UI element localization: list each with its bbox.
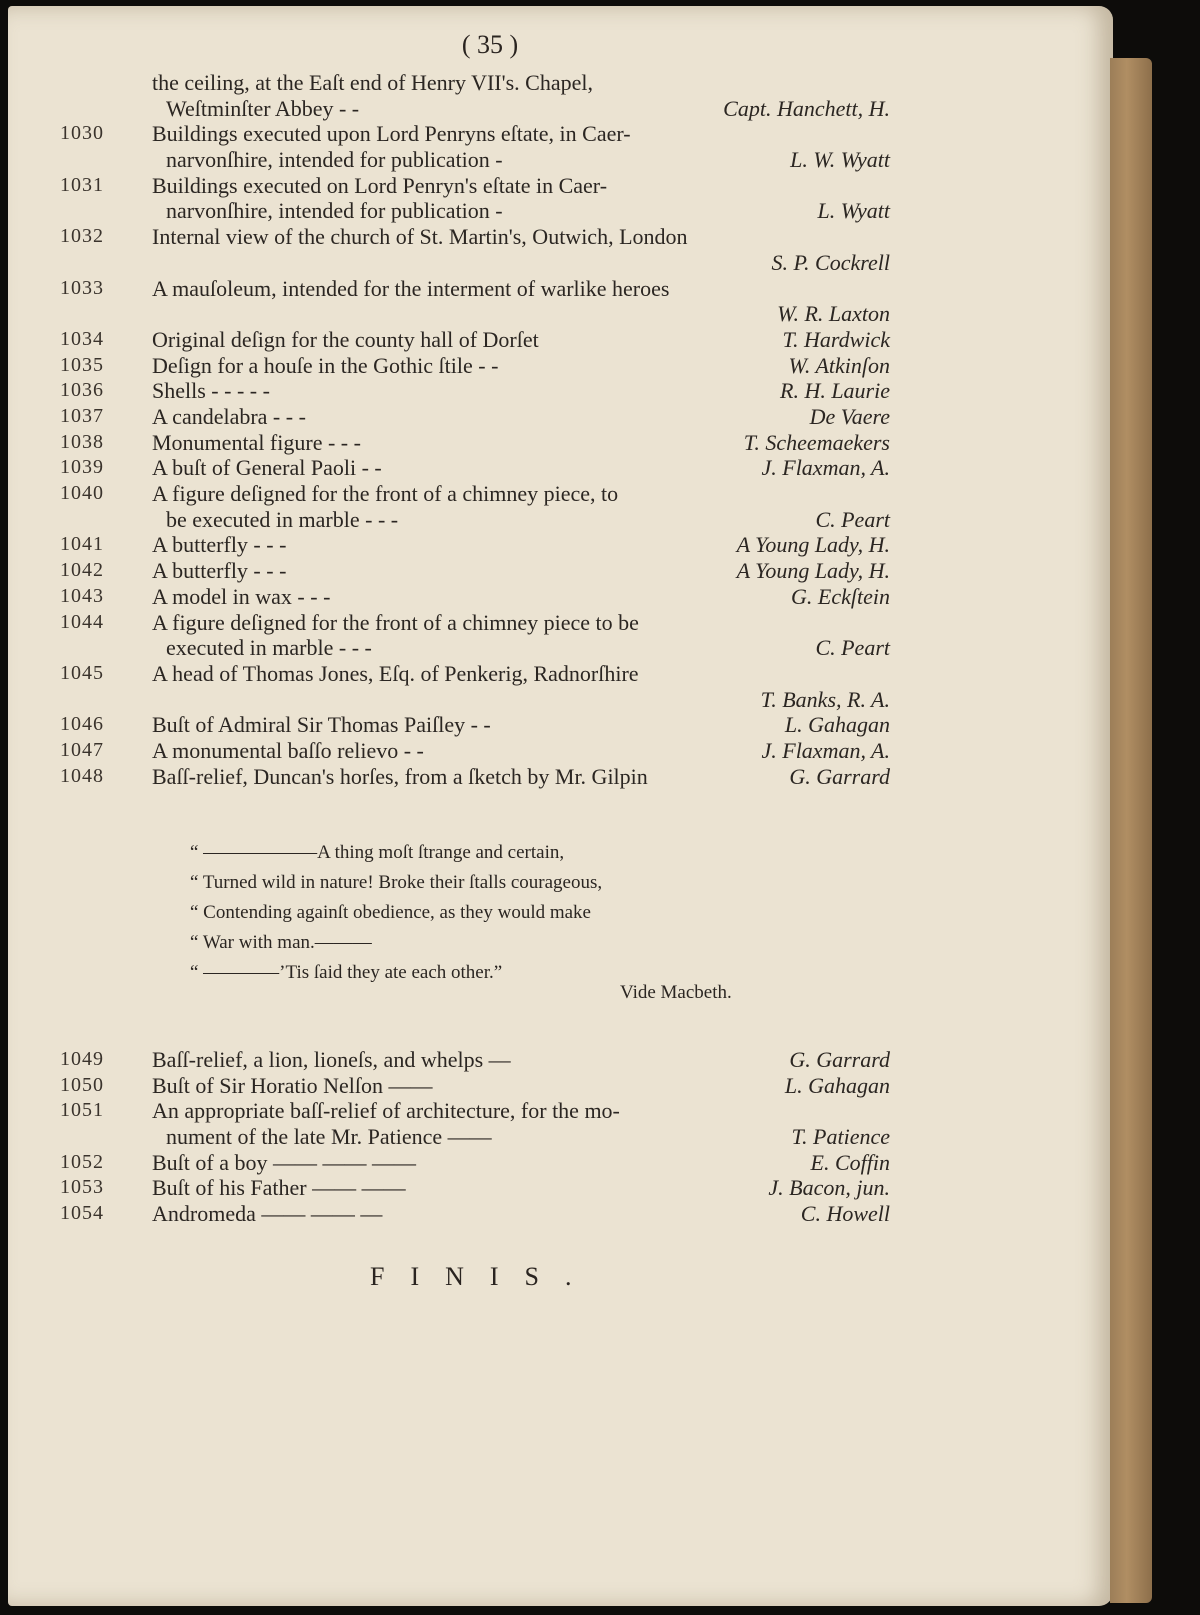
catalogue-entry [0, 404, 1110, 430]
quotation-line: “ Contending againſt obedience, as they would make [190, 902, 591, 923]
catalogue-entry [0, 1073, 1110, 1099]
entry-artist: J. Bacon, jun. [768, 1175, 890, 1201]
entry-title-line: Baſſ-relief, Duncan's horſes, from a ſketch by Mr. Gilpin [152, 763, 648, 789]
page-folio: ( 35 ) [461, 30, 519, 59]
entry-title-line: A figure deſigned for the front of a chimney piece, to [152, 481, 619, 507]
entry-number: 1039 [60, 456, 104, 479]
catalogue-entry [0, 661, 1110, 712]
entry-title-line: Buſt of a boy —— —— —— [152, 1149, 416, 1175]
catalogue-entry [0, 276, 1110, 327]
entry-artist: T. Hardwick [782, 326, 890, 352]
entry-artist: J. Flaxman, A. [761, 455, 890, 481]
entry-title-line: Buſt of his Father —— —— [152, 1175, 406, 1201]
entry-title-line: Original deſign for the county hall of Dorſet [152, 326, 539, 352]
entry-title-line: nument of the late Mr. Patience —— [166, 1124, 492, 1150]
entry-artist: A Young Lady, H. [736, 558, 890, 584]
entry-artist: L. Wyatt [817, 198, 890, 224]
entry-number: 1038 [60, 430, 104, 453]
entry-number: 1041 [60, 533, 104, 556]
entry-title-line: A figure deſigned for the front of a chimney piece to be [152, 609, 639, 635]
entry-title-line: the ceiling, at the Eaſt end of Henry VII's. Chapel, [152, 70, 593, 95]
entry-number: 1033 [60, 276, 104, 299]
entry-number: 1050 [60, 1073, 104, 1096]
entry-number: 1053 [60, 1176, 104, 1199]
quotation-line: “ ——————A thing moſt ſtrange and certain, [190, 842, 565, 863]
entry-artist: Capt. Hanchett, H. [723, 95, 890, 121]
entry-title-line: narvonſhire, intended for publication - [166, 198, 503, 224]
entry-number: 1046 [60, 713, 104, 736]
entry-title-line: Baſſ-relief, a lion, lioneſs, and whelps — [152, 1047, 511, 1072]
entry-artist: C. Peart [815, 506, 890, 532]
quotation-line: “ War with man.——— [190, 932, 372, 953]
entry-artist: R. H. Laurie [780, 378, 890, 404]
entry-number: 1047 [60, 739, 104, 761]
entry-number: 1049 [60, 1048, 104, 1070]
entry-artist: W. Atkinſon [788, 352, 890, 378]
catalogue-entry [0, 1047, 1110, 1073]
entry-number: 1051 [60, 1099, 104, 1122]
entry-number: 1045 [60, 661, 104, 684]
catalogue-entry [0, 1175, 1110, 1201]
entry-title-line: Andromeda —— —— — [152, 1201, 383, 1227]
entry-title-line: A candelabra - - - [152, 404, 306, 430]
catalogue-entry [0, 224, 1110, 275]
entry-title-line: A butterfly - - - [152, 558, 287, 584]
catalogue-entry [0, 327, 1110, 353]
catalogue-entry [0, 1098, 1110, 1149]
entry-title-line: Buildings executed upon Lord Penryns eſtate, in Caer- [152, 121, 631, 147]
book-cover-edge [1110, 58, 1152, 1603]
entry-title-line: An appropriate baſſ-relief of architecture, for the mo- [152, 1098, 620, 1124]
quotation-line: “ ————’Tis ſaid they ate each other.” [190, 962, 503, 983]
entry-title-line: A monumental baſſo relievo - - [152, 738, 424, 763]
catalogue-entry [0, 558, 1110, 584]
quotation-line: “ Turned wild in nature! Broke their ſtalls courageous, [190, 872, 603, 893]
entry-number: 1036 [60, 379, 104, 402]
entry-number: 1040 [60, 482, 104, 505]
entry-artist: J. Flaxman, A. [761, 738, 890, 763]
entry-number: 1030 [60, 122, 104, 145]
catalogue-entry [0, 430, 1110, 456]
entry-title-line: be executed in marble - - - [166, 506, 399, 532]
entry-number: 1032 [60, 225, 104, 248]
entry-title-line: Buildings executed on Lord Penryn's eſtate in Caer- [152, 172, 608, 198]
entry-title-line: Weſtminſter Abbey - - [166, 95, 360, 121]
entry-artist: De Vaere [809, 404, 890, 430]
entry-title-line: A model in wax - - - [152, 583, 331, 609]
entry-artist: E. Coffin [810, 1149, 890, 1175]
catalogue-entry [0, 764, 1110, 790]
entry-title-line: Buſt of Sir Horatio Nelſon —— [152, 1072, 433, 1098]
entry-artist: L. Gahagan [784, 712, 890, 738]
entry-artist: W. R. Laxton [777, 301, 890, 327]
catalogue-entry [0, 481, 1110, 532]
catalogue-entries-continued [0, 1047, 1110, 1227]
entry-number: 1048 [60, 764, 104, 787]
entry-number: 1043 [60, 584, 104, 607]
quotation-attribution: Vide Macbeth. [620, 982, 732, 1003]
entry-title-line: Buſt of Admiral Sir Thomas Paiſley - - [152, 712, 491, 738]
entry-artist: T. Patience [791, 1124, 890, 1150]
entry-title-line: Deſign for a houſe in the Gothic ſtile - - [152, 352, 499, 378]
catalogue-entry [0, 610, 1110, 661]
entry-number: 1035 [60, 353, 104, 376]
catalogue-entry [0, 1201, 1110, 1227]
entry-title-line: Shells - - - - - [152, 378, 270, 404]
entry-title-line: A mauſoleum, intended for the interment of warlike heroes [152, 275, 670, 301]
catalogue-entry [0, 378, 1110, 404]
entry-number: 1052 [60, 1150, 104, 1173]
entry-artist: G. Garrard [789, 1047, 890, 1072]
entry-title-line: executed in marble - - - [166, 635, 372, 661]
entry-artist: T. Banks, R. A. [760, 686, 890, 712]
entry-title-line: narvonſhire, intended for publication - [166, 147, 503, 173]
entry-artist: A Young Lady, H. [736, 532, 890, 558]
catalogue-entries [0, 70, 1110, 789]
catalogue-entry [0, 1150, 1110, 1176]
entry-title-line: A head of Thomas Jones, Eſq. of Penkerig, Radnorſhire [152, 660, 639, 686]
entry-artist: G. Eckſtein [791, 583, 890, 609]
entry-artist: S. P. Cockrell [771, 249, 890, 275]
entry-number: 1054 [60, 1202, 104, 1225]
entry-number: 1044 [60, 610, 104, 633]
catalogue-entry [0, 455, 1110, 481]
catalogue-entry [0, 121, 1110, 172]
entry-artist: L. W. Wyatt [790, 147, 890, 173]
catalogue-entry [0, 353, 1110, 379]
entry-artist: C. Howell [800, 1201, 890, 1227]
catalogue-entry [0, 738, 1110, 764]
entry-number: 1042 [60, 559, 104, 582]
finis-heading: FINIS. [370, 1262, 598, 1291]
entry-artist: T. Scheemaekers [743, 429, 890, 455]
catalogue-entry [0, 173, 1110, 224]
entry-number: 1031 [60, 173, 104, 196]
catalogue-entry [0, 532, 1110, 558]
entry-artist: C. Peart [815, 635, 890, 661]
entry-title-line: A butterfly - - - [152, 532, 287, 558]
catalogue-entry [0, 70, 1110, 121]
entry-number: 1034 [60, 327, 104, 350]
catalogue-entry [0, 712, 1110, 738]
entry-title-line: Monumental figure - - - [152, 429, 361, 455]
entry-artist: L. Gahagan [784, 1072, 890, 1098]
catalogue-entry [0, 584, 1110, 610]
entry-title-line: Internal view of the church of St. Martin's, Outwich, London [152, 224, 688, 250]
entry-title-line: A buſt of General Paoli - - [152, 455, 382, 481]
entry-artist: G. Garrard [789, 763, 890, 789]
entry-number: 1037 [60, 405, 104, 428]
quotation-block [190, 838, 890, 988]
